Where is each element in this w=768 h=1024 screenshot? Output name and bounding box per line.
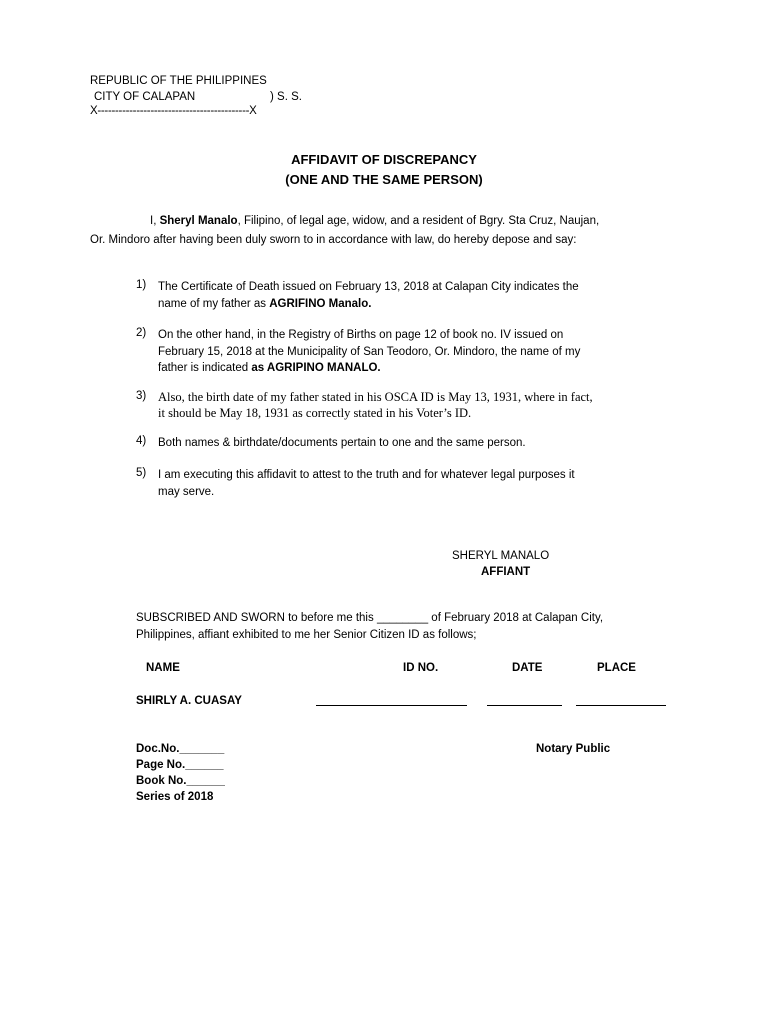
item-3-line-2: it should be May 18, 1931 as correctly stated in his Voter’s ID. xyxy=(158,406,472,420)
item-2-line-3 xyxy=(158,360,678,377)
item-1-bold: AGRIFINO Manalo. xyxy=(269,297,372,310)
id-header-place: PLACE xyxy=(597,662,636,674)
item-number: 1) xyxy=(136,279,147,291)
item-3-text xyxy=(158,389,678,421)
item-2-line-1: On the other hand, in the Registry of Births on page 12 of book no. IV issued on xyxy=(158,329,564,341)
jurat-line-2: Philippines, affiant exhibited to me her Senior Citizen ID as follows; xyxy=(136,629,477,641)
item-1-line-2 xyxy=(158,296,678,313)
jurat-pre: SUBSCRIBED AND SWORN to before me this xyxy=(136,612,377,624)
header-divider: X-------------------------------------------X xyxy=(90,105,257,117)
item-2-bold: as AGRIPINO MANALO. xyxy=(251,362,381,374)
book-no: Book No.______ xyxy=(136,775,225,787)
document-subtitle: (ONE AND THE SAME PERSON) xyxy=(285,172,483,187)
jurat-date-blank: ________ xyxy=(376,612,429,624)
id-header-name: NAME xyxy=(146,662,180,674)
item-number: 3) xyxy=(136,390,147,402)
intro-rest: , Filipino, of legal age, widow, and a resident of Bgry. Sta Cruz, Naujan, xyxy=(237,215,600,227)
intro-line-2: Or. Mindoro after having been duly sworn to in accordance with law, do hereby depose and say: xyxy=(90,234,577,246)
item-number: 5) xyxy=(136,467,147,479)
affiant-label: AFFIANT xyxy=(481,566,531,578)
doc-no: Doc.No._______ xyxy=(136,743,225,755)
item-1-pre: name of my father as xyxy=(158,297,270,310)
item-5-line-2: may serve. xyxy=(158,485,215,498)
item-2-line-2: February 15, 2018 at the Municipality of San Teodoro, Or. Mindoro, the name of my xyxy=(158,345,581,358)
header-republic: REPUBLIC OF THE PHILIPPINES xyxy=(90,75,267,87)
jurat-line-1 xyxy=(136,610,678,627)
id-row-name: SHIRLY A. CUASAY xyxy=(136,695,242,707)
id-no-blank-line xyxy=(316,705,467,706)
item-number: 4) xyxy=(136,435,147,447)
item-5-text xyxy=(158,467,678,500)
document-title: AFFIDAVIT OF DISCREPANCY xyxy=(291,152,477,167)
header-city: CITY OF CALAPAN xyxy=(94,91,196,103)
item-2-text xyxy=(158,327,678,377)
item-1-text xyxy=(158,279,678,312)
page-no: Page No.______ xyxy=(136,759,224,771)
item-2-pre: father is indicated xyxy=(158,362,252,374)
date-blank-line xyxy=(487,705,562,706)
item-number: 2) xyxy=(136,327,147,339)
item-5-line-1: I am executing this affidavit to attest to the truth and for whatever legal purposes it xyxy=(158,469,575,481)
item-4-text: Both names & birthdate/documents pertain to one and the same person. xyxy=(158,437,526,449)
id-header-date: DATE xyxy=(512,662,543,674)
affiant-name-inline: Sheryl Manalo xyxy=(159,215,238,227)
series: Series of 2018 xyxy=(136,791,214,803)
id-header-id-no: ID NO. xyxy=(403,662,439,674)
notary-public-label: Notary Public xyxy=(536,743,611,755)
item-3-line-1: Also, the birth date of my father stated in his OSCA ID is May 13, 1931, where in fact, xyxy=(158,390,593,404)
intro-prefix: I, xyxy=(150,215,160,227)
place-blank-line xyxy=(576,705,666,706)
jurat-post: of February 2018 at Calapan City, xyxy=(428,612,604,624)
header-ss: ) S. S. xyxy=(270,91,302,103)
affiant-name: SHERYL MANALO xyxy=(452,550,550,562)
item-1-line-1: The Certificate of Death issued on February 13, 2018 at Calapan City indicates the xyxy=(158,281,579,293)
intro-line-1 xyxy=(150,212,678,231)
